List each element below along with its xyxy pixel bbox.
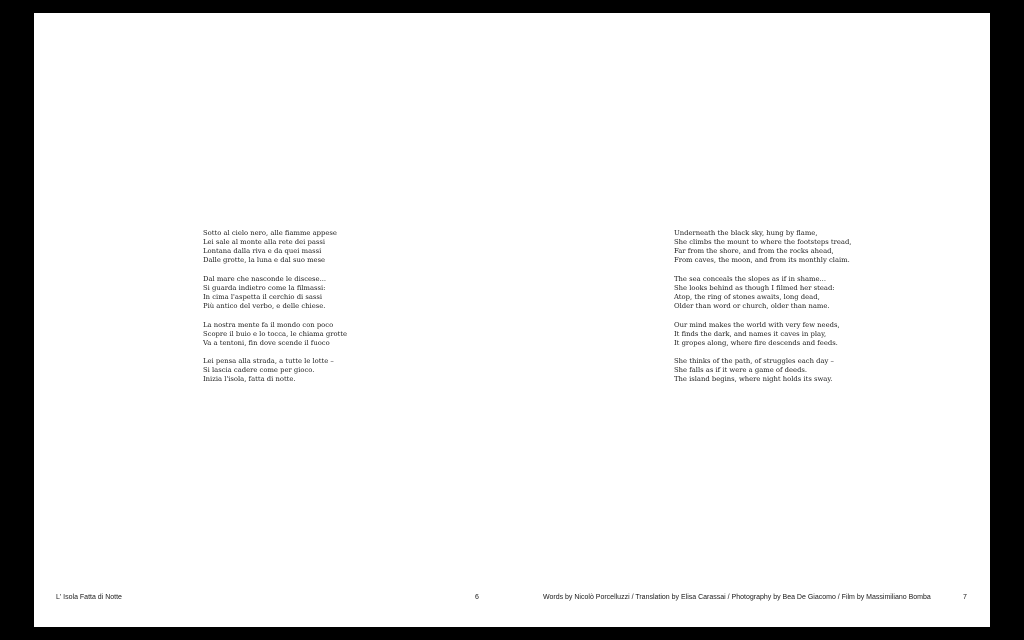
- poem-stanza: [203, 357, 463, 384]
- poem-stanza: [674, 357, 934, 384]
- poem-line: La nostra mente fa il mondo con poco: [203, 320, 334, 329]
- left-page: [34, 13, 512, 627]
- footer-book-title: L' Isola Fatta di Notte: [56, 594, 122, 601]
- poem-line: The sea conceals the slopes as if in shame...: [674, 274, 826, 283]
- poem-stanza: [674, 275, 934, 311]
- poem-stanza: [203, 275, 463, 311]
- poem-line: Più antico del verbo, e delle chiese.: [203, 302, 326, 311]
- footer-credits: Words by Nicolò Porcelluzzi / Translation by Elisa Carassai / Photography by Bea De Giacomo / Film by Massimiliano Bomba: [543, 594, 931, 601]
- poem-line: Lei sale al monte alla rete dei passi: [203, 238, 326, 247]
- poem-line: Older than word or church, older than name.: [674, 302, 830, 311]
- poem-line: Lei pensa alla strada, a tutte le lotte –: [203, 357, 334, 366]
- page-number-right: 7: [963, 594, 967, 601]
- poem-line: Atop, the ring of stones awaits, long dead,: [674, 292, 820, 301]
- poem-line: It finds the dark, and names it caves in play,: [674, 329, 827, 338]
- poem-line: She looks behind as though I filmed her stead:: [674, 283, 835, 292]
- poem-line: Lontana dalla riva e da quei massi: [203, 247, 322, 256]
- book-spread: [34, 13, 990, 627]
- poem-stanza: [674, 229, 934, 265]
- poem-line: Underneath the black sky, hung by flame,: [674, 229, 818, 237]
- poem-line: Far from the shore, and from the rocks ahead,: [674, 247, 834, 256]
- english-poem: [674, 229, 934, 394]
- poem-line: Sotto al cielo nero, alle fiamme appese: [203, 229, 337, 237]
- italian-poem: [203, 229, 463, 394]
- poem-line: From caves, the moon, and from its monthly claim.: [674, 256, 850, 265]
- poem-line: It gropes along, where fire descends and feeds.: [674, 338, 838, 347]
- poem-line: She thinks of the path, of struggles each day –: [674, 357, 834, 366]
- right-page: [512, 13, 990, 627]
- poem-line: The island begins, where night holds its sway.: [674, 375, 833, 384]
- page-number-left: 6: [475, 594, 479, 601]
- poem-stanza: [674, 321, 934, 348]
- poem-line: Inizia l'isola, fatta di notte.: [203, 375, 296, 384]
- poem-stanza: [203, 321, 463, 348]
- poem-line: Si lascia cadere come per gioco.: [203, 366, 315, 375]
- poem-line: In cima l'aspetta il cerchio di sassi: [203, 292, 323, 301]
- poem-line: She climbs the mount to where the footsteps tread,: [674, 238, 852, 247]
- poem-line: Our mind makes the world with very few needs,: [674, 320, 840, 329]
- poem-line: Dal mare che nasconde le discese...: [203, 274, 327, 283]
- poem-line: Scopre il buio e lo tocca, le chiama grotte: [203, 329, 348, 338]
- poem-line: She falls as if it were a game of deeds.: [674, 366, 808, 375]
- poem-line: Dalle grotte, la luna e dal suo mese: [203, 256, 326, 265]
- poem-line: Si guarda indietro come la filmassi:: [203, 283, 326, 292]
- poem-stanza: [203, 229, 463, 265]
- poem-line: Va a tentoni, fin dove scende il fuoco: [203, 338, 330, 347]
